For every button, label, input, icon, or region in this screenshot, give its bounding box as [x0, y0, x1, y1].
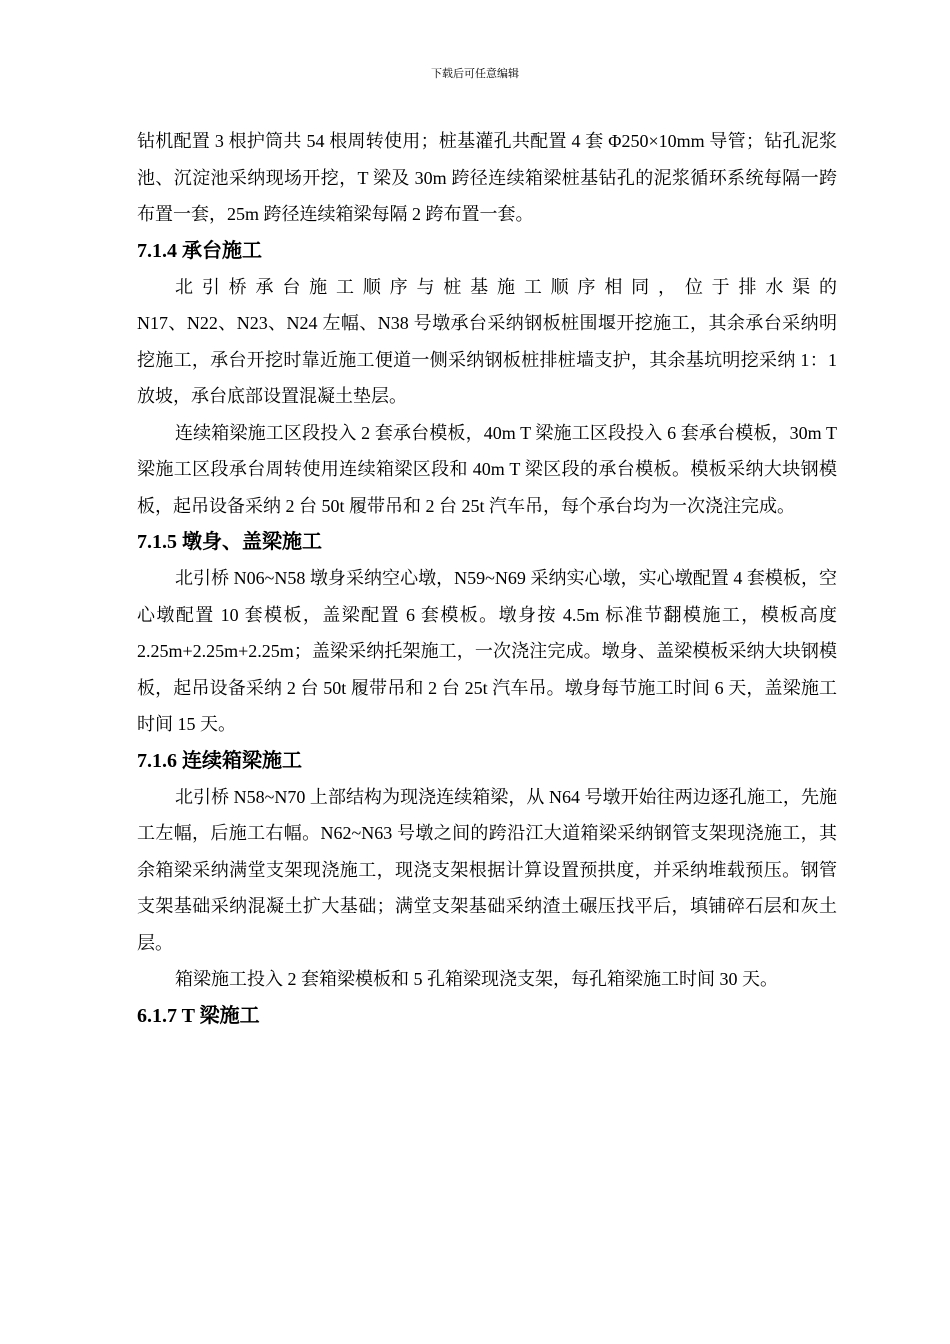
heading-7-1-4: 7.1.4 承台施工 — [137, 239, 262, 262]
heading-7-1-5: 7.1.5 墩身、盖梁施工 — [137, 531, 322, 553]
paragraph-cap-sequence-first-line: 北引桥承台施工顺序与桩基施工顺序相同，位于排水渠的 — [175, 276, 837, 297]
paragraph-cap-sequence — [137, 269, 837, 415]
paragraph-pier-capbeam: 北引桥 N06~N58 墩身采纳空心墩，N59~N69 采纳实心墩，实心墩配置 4 套模板，空心墩配置 10 套模板，盖梁配置 6 套模板。墩身按 4.5m 标准节翻模施工，模板高度 2.25m+2.25m+2.25m；盖梁采纳托架施工，一次浇注完成。墩身、盖梁模板采纳大块钢模板，起吊设备采纳 2 台 50t 履带吊和 2 台 25t 汽车吊。墩身每节施工时间 6 天，盖梁施工时间 15 天。 — [137, 568, 837, 734]
paragraph-drilling-config: 钻机配置 3 根护筒共 54 根周转使用；桩基灌孔共配置 4 套 Φ250×10mm 导管；钻孔泥浆池、沉淀池采纳现场开挖，T 梁及 30m 跨径连续箱梁桩基钻孔的泥浆循环系统每隔一跨布置一套，25m 跨径连续箱梁每隔 2 跨布置一套。 — [137, 131, 837, 224]
page-header-note: 下载后可任意编辑 — [431, 67, 519, 80]
paragraph-cap-formwork: 连续箱梁施工区段投入 2 套承台模板，40m T 梁施工区段投入 6 套承台模板，30m T 梁施工区段承台周转使用连续箱梁区段和 40m T 梁区段的承台模板。模板采纳大块钢模板，起吊设备采纳 2 台 50t 履带吊和 2 台 25t 汽车吊，每个承台均为一次浇注完成。 — [137, 422, 837, 516]
paragraph-box-girder-resources: 箱梁施工投入 2 套箱梁模板和 5 孔箱梁现浇支架，每孔箱梁施工时间 30 天。 — [175, 969, 778, 989]
heading-7-1-6: 7.1.6 连续箱梁施工 — [137, 749, 302, 772]
heading-6-1-7: 6.1.7 T 梁施工 — [137, 1004, 260, 1027]
paragraph-cap-sequence-rest: N17、N22、N23、N24 左幅、N38 号墩承台采纳钢板桩围堰开挖施工，其余承台采纳明挖施工，承台开挖时靠近施工便道一侧采纳钢板桩排桩墙支护，其余基坑明挖采纳 1：1 放坡，承台底部设置混凝土垫层。 — [137, 313, 837, 406]
paragraph-box-girder: 北引桥 N58~N70 上部结构为现浇连续箱梁，从 N64 号墩开始往两边逐孔施工，先施工左幅，后施工右幅。N62~N63 号墩之间的跨沿江大道箱梁采纳钢管支架现浇施工，其余箱梁采纳满堂支架现浇施工，现浇支架根据计算设置预拱度，并采纳堆载预压。钢管支架基础采纳混凝土扩大基础；满堂支架基础采纳渣土碾压找平后，填铺碎石层和灰土层。 — [137, 786, 837, 953]
document-body — [137, 123, 837, 1034]
